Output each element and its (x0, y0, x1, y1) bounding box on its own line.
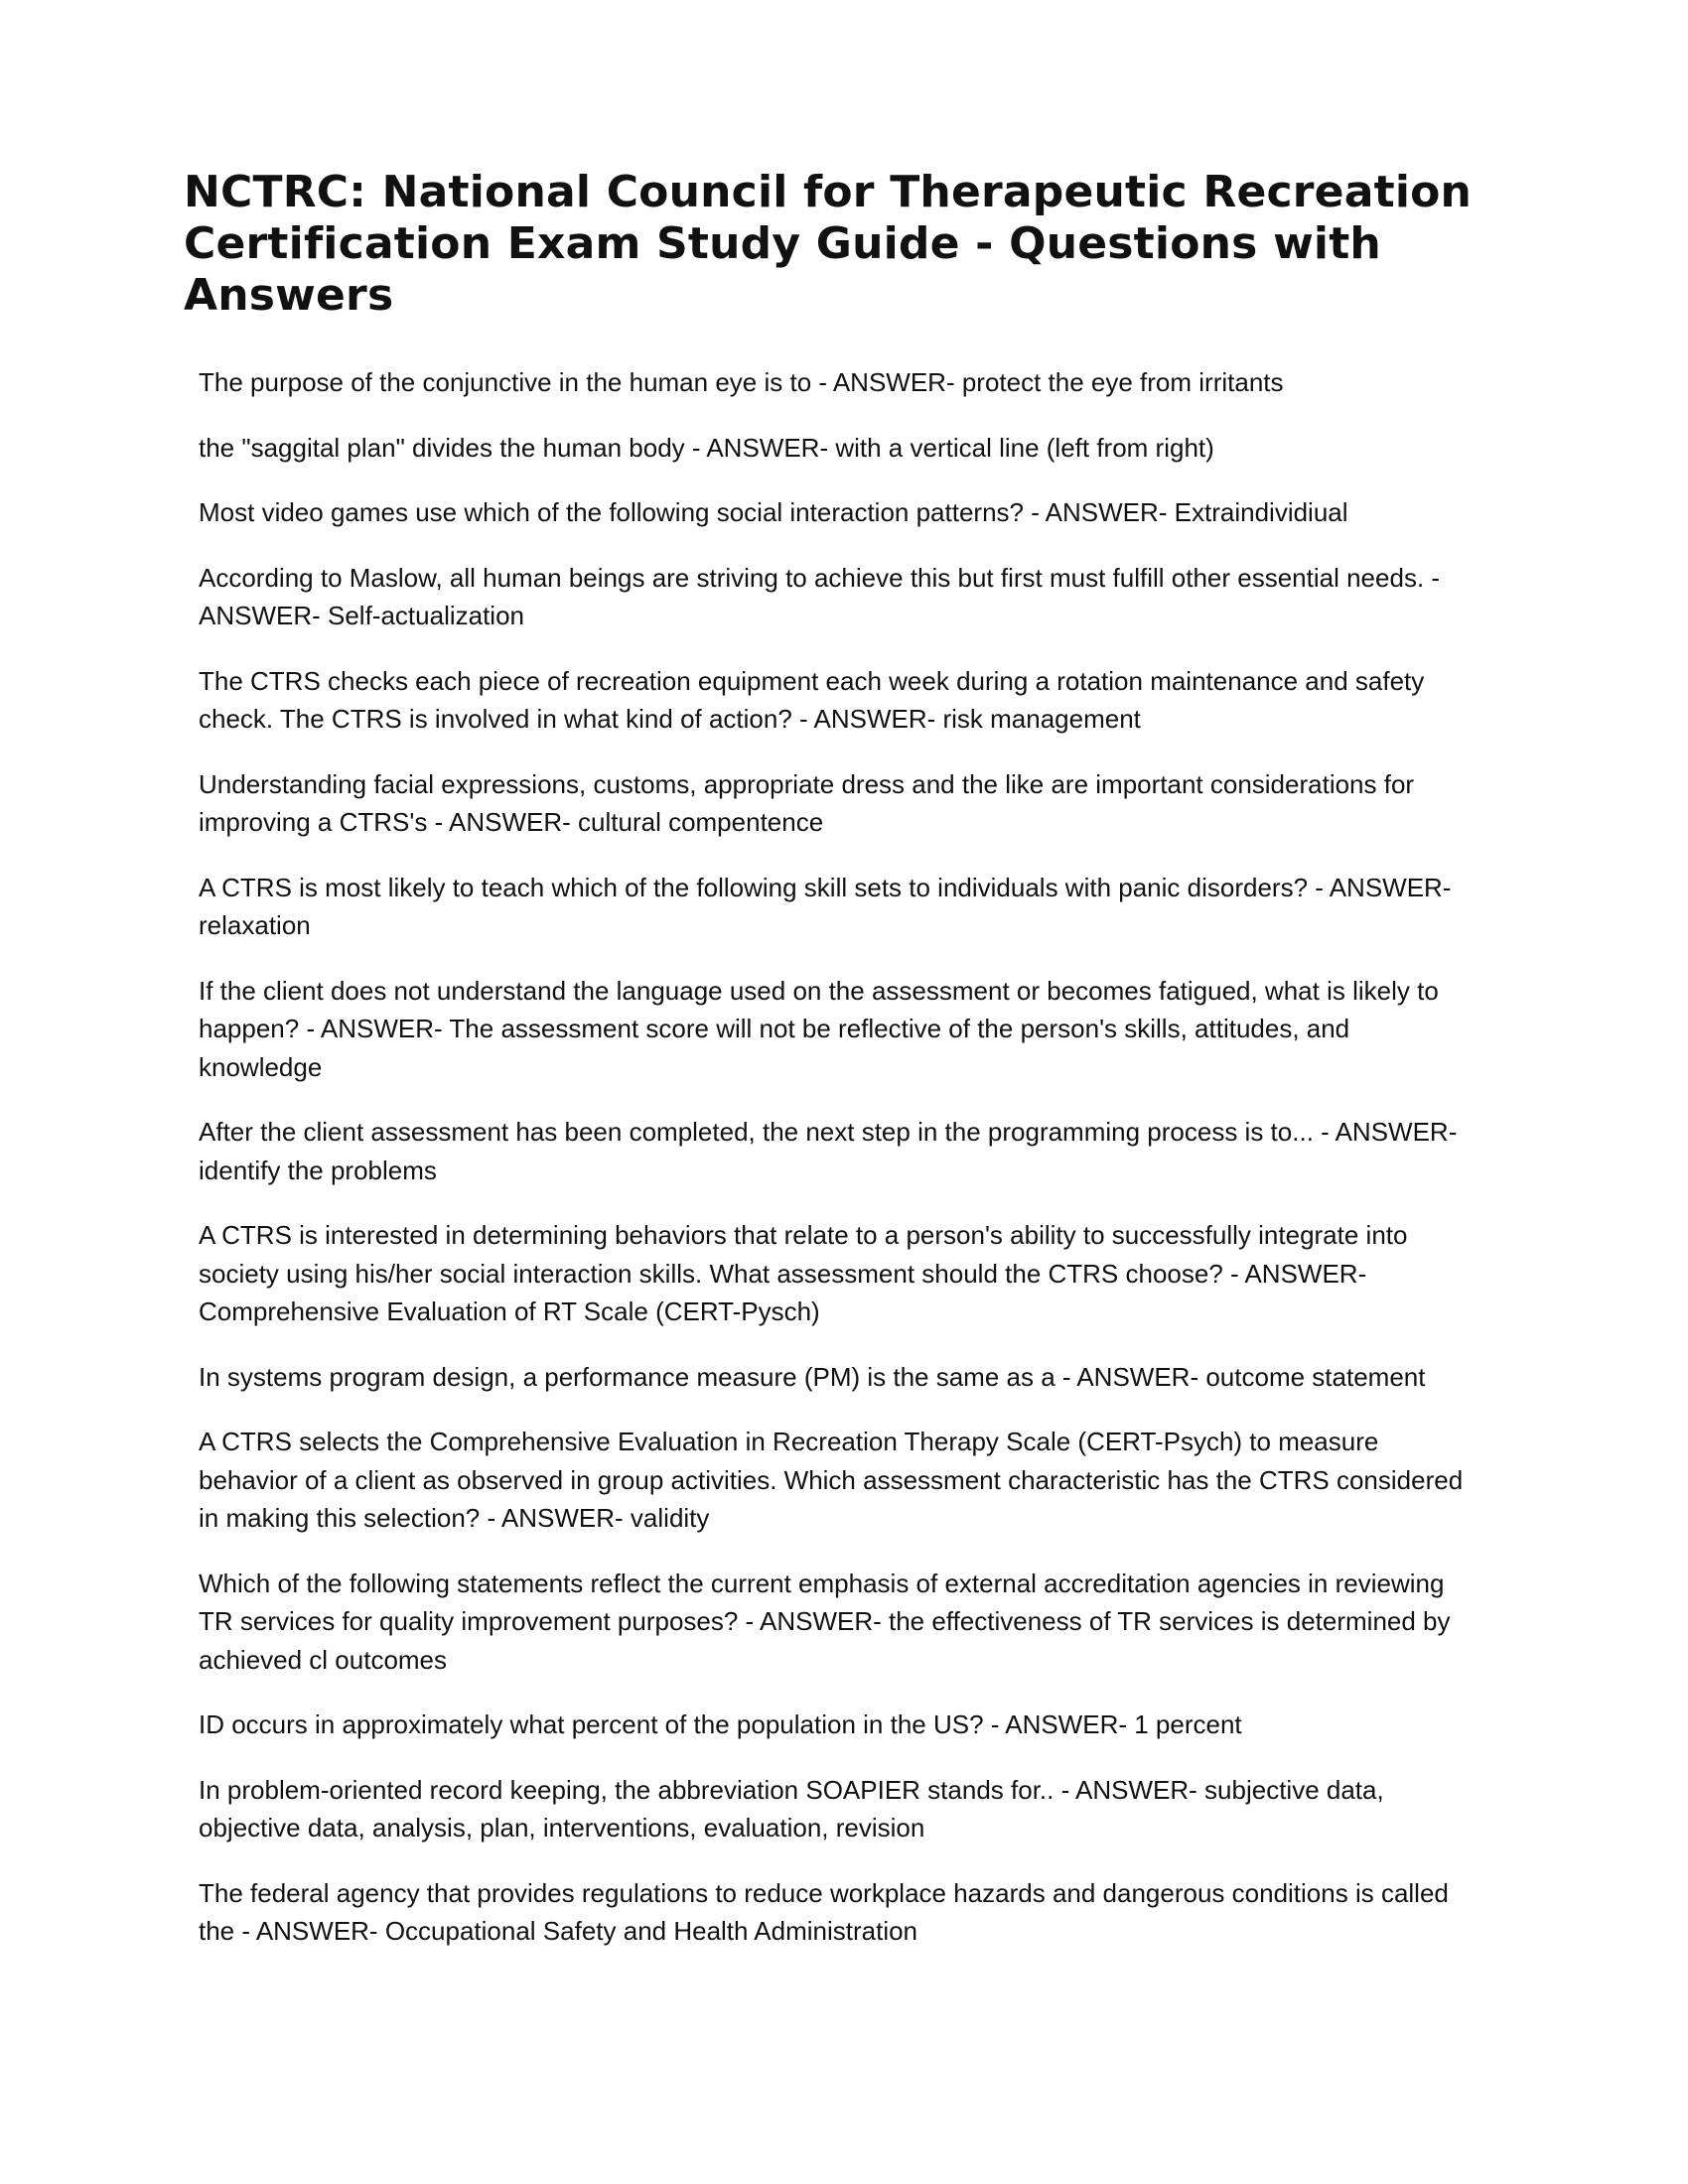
qa-item: In systems program design, a performance measure (PM) is the same as a - ANSWER- outcome statement (199, 1361, 1426, 1392)
qa-item: A CTRS is most likely to teach which of the following skill sets to individuals with panic disorders? - ANSWER- relaxation (199, 872, 1452, 940)
document-title: NCTRC: National Council for Therapeutic Recreation Certification Exam Study Guide - Questions with Answers (184, 167, 1473, 321)
qa-item: The purpose of the conjunctive in the human eye is to - ANSWER- protect the eye from irritants (199, 367, 1284, 397)
qa-item: the "saggital plan" divides the human body - ANSWER- with a vertical line (left from right) (199, 432, 1214, 463)
qa-item: According to Maslow, all human beings are striving to achieve this but first must fulfill other essential needs. - ANSWER- Self-actualization (199, 562, 1441, 630)
qa-item: Which of the following statements reflect the current emphasis of external accreditation agencies in reviewing TR services for quality improvement purposes? - ANSWER- the effectiveness of TR services is determined by achieved cl outcomes (199, 1568, 1451, 1675)
qa-item: A CTRS is interested in determining behaviors that relate to a person's ability to successfully integrate into society using his/her social interaction skills. What assessment should the CTRS choose? - ANSWER- Comprehensive Evaluation of RT Scale (CERT-Pysch) (199, 1220, 1408, 1326)
qa-item: Most video games use which of the following social interaction patterns? - ANSWER- Extraindividiual (199, 497, 1348, 527)
qa-item: After the client assessment has been completed, the next step in the programming process is to... - ANSWER- identify the problems (199, 1117, 1458, 1185)
qa-item: If the client does not understand the language used on the assessment or becomes fatigued, what is likely to happen? - ANSWER- The assessment score will not be reflective of the person's skills, attitudes, and knowledge (199, 975, 1439, 1082)
qa-item: Understanding facial expressions, customs, appropriate dress and the like are important considerations for improving a CTRS's - ANSWER- cultural compentence (199, 768, 1415, 837)
qa-item: ID occurs in approximately what percent of the population in the US? - ANSWER- 1 percent (199, 1709, 1242, 1739)
qa-item: In problem-oriented record keeping, the abbreviation SOAPIER stands for.. - ANSWER- subjective data, objective data, analysis, plan, interventions, evaluation, revision (199, 1774, 1384, 1843)
qa-item: A CTRS selects the Comprehensive Evaluation in Recreation Therapy Scale (CERT-Psych) to measure behavior of a client as observed in group activities. Which assessment characteristic has the CTRS considered in making this selection? - ANSWER- validity (199, 1427, 1464, 1533)
qa-item: The CTRS checks each piece of recreation equipment each week during a rotation maintenance and safety check. The CTRS is involved in what kind of action? - ANSWER- risk management (199, 665, 1425, 734)
qa-list (199, 363, 1479, 1978)
qa-item: The federal agency that provides regulations to reduce workplace hazards and dangerous conditions is called the - ANSWER- Occupational Safety and Health Administration (199, 1877, 1449, 1946)
